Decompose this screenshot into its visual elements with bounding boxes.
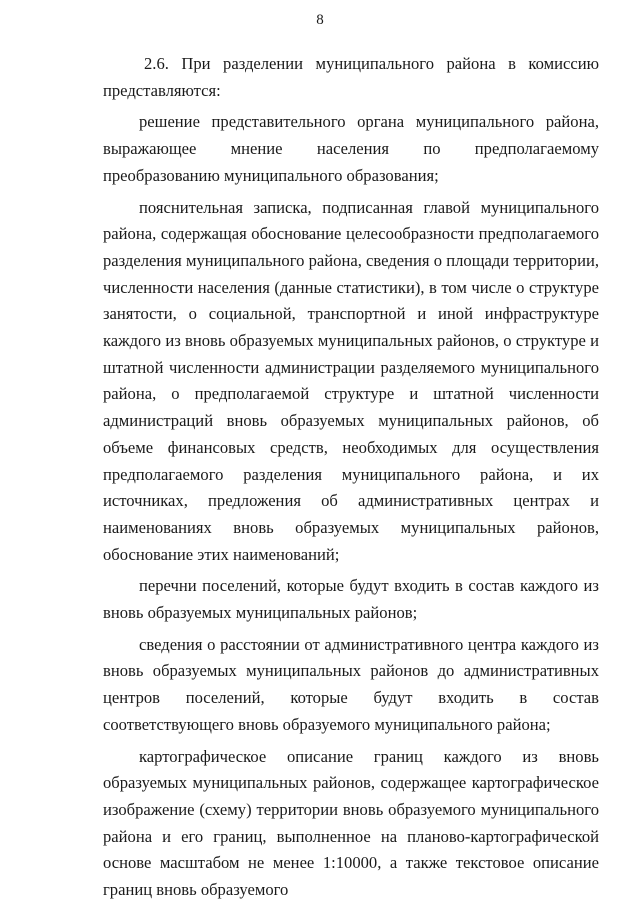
- paragraph-representative-decision: решение представительного органа муниципального района, выражающее мнение населения по предполагаемому преобразованию муниципального образования;: [103, 112, 599, 185]
- paragraph-explanatory-note: пояснительная записка, подписанная главой муниципального района, содержащая обоснование целесообразности предполагаемого разделения муниципального района, сведения о площади территории, численности населения (данные статистики), в том числе о структуре занятости, о социальной, транспортной и иной инфраструктуре каждого из вновь образуемых муниципальных районов, о структуре и штатной численности администрации разделяемого муниципального района, о предполагаемой структуре и штатной численности администраций вновь образуемых муниципальных районов, об объеме финансовых средств, необходимых для осуществления предполагаемого разделения муниципального района, и их источниках, предложения об административных центрах и наименованиях вновь образуемых муниципальных районов, обоснование этих наименований;: [103, 197, 599, 564]
- paragraph-cartographic-description: картографическое описание границ каждого из вновь образуемых муниципальных районов, содержащее картографическое изображение (схему) территории вновь образуемого муниципального района и его границ, выполненное на планово-картографической основе масштабом не менее 1:10000, а также текстовое описание границ вновь образуемого: [103, 746, 599, 900]
- paragraph-section-heading: 2.6. При разделении муниципального района в комиссию представляются:: [103, 54, 599, 100]
- paragraph-distance-information: сведения о расстоянии от административного центра каждого из вновь образуемых муниципальных районов до административных центров поселений, которые будут входить в состав соответствующего вновь образуемого муниципального района;: [103, 634, 599, 734]
- document-body: [103, 51, 599, 904]
- page-number: 8: [316, 12, 324, 28]
- paragraph-settlement-lists: перечни поселений, которые будут входить в состав каждого из вновь образуемых муниципальных районов;: [103, 576, 599, 623]
